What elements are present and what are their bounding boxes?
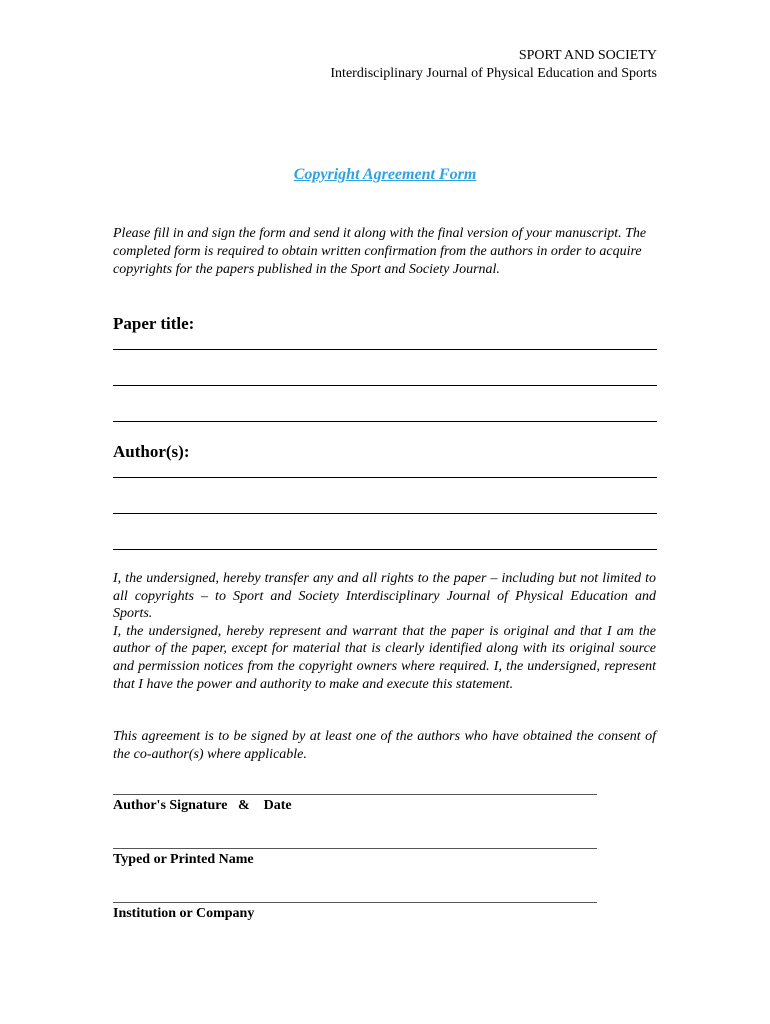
journal-name: SPORT AND SOCIETY (518, 48, 657, 63)
printed-name-line[interactable] (113, 848, 597, 849)
form-title: Copyright Agreement Form (293, 166, 477, 183)
authors-line-1[interactable] (113, 477, 657, 478)
paper-title-line-2[interactable] (113, 385, 657, 386)
signature-date-label: Author's Signature & Date (113, 798, 292, 813)
authors-label: Author(s): (113, 442, 190, 461)
agreement-statement (113, 570, 656, 693)
rights-transfer-text: I, the undersigned, hereby transfer any and all rights to the paper – including but not limited to all copyrights – to Sport and Society Interdisciplinary Journal of Physical Education and Sports. (113, 571, 656, 622)
authors-line-3[interactable] (113, 549, 657, 550)
form-instructions: Please fill in and sign the form and send it along with the final version of your manuscript. The completed form is required to obtain written confirmation from the authors in order to acquire copyrights for the papers published in the Sport and Society Journal. (113, 226, 647, 277)
institution-label: Institution or Company (113, 906, 255, 921)
paper-title-line-1[interactable] (113, 349, 657, 350)
institution-line[interactable] (113, 902, 597, 903)
printed-name-label: Typed or Printed Name (113, 852, 254, 867)
signature-date-line[interactable] (113, 794, 597, 795)
journal-subtitle: Interdisciplinary Journal of Physical Education and Sports (330, 66, 657, 81)
authors-line-2[interactable] (113, 513, 657, 514)
paper-title-label: Paper title: (113, 314, 195, 333)
paper-title-line-3[interactable] (113, 421, 657, 422)
signing-note: This agreement is to be signed by at least one of the authors who have obtained the consent of the co-author(s) where applicable. (113, 729, 656, 762)
warranty-text: I, the undersigned, hereby represent and warrant that the paper is original and that I am the author of the paper, except for material that is clearly identified along with its original source and permission notices from the copyright owners where required. I, the undersigned, represent that I have the power and authority to make and execute this statement. (113, 623, 656, 692)
journal-header (330, 47, 657, 83)
